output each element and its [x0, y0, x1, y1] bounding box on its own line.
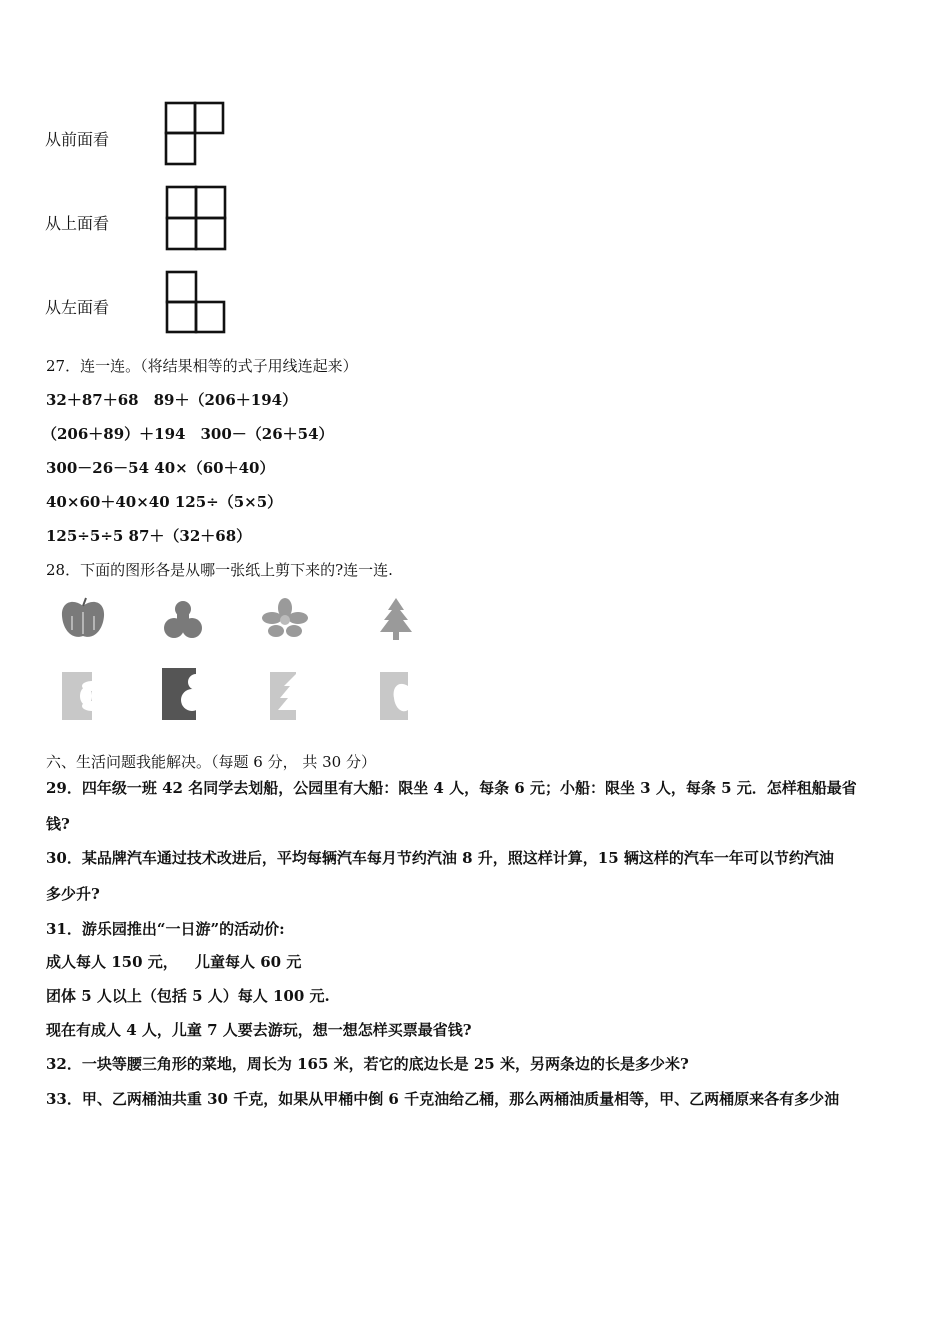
view-label-front: 从前面看 [45, 130, 110, 149]
top-cell-2 [196, 187, 225, 218]
q32-text: 32．一块等腰三角形的菜地，周长为 165 米，若它的底边长是 25 米，另两条边的长是多少米? [46, 1055, 689, 1073]
q27-row-4: 40×60＋40×40 125÷（5×5） [46, 493, 283, 511]
front-view-figure [162, 100, 226, 168]
top-cell-1 [167, 187, 196, 218]
paper-gourd-cut-icon [162, 668, 198, 722]
left-cell-bottom-left [167, 302, 196, 332]
q29-line2: 钱? [46, 815, 70, 833]
section6-title: 六、生活问题我能解决。（每题 6 分， 共 30 分） [46, 753, 376, 771]
view-label-left: 从左面看 [45, 298, 110, 317]
apple-shape-icon [58, 596, 108, 642]
front-cell-bottom-left [166, 133, 195, 164]
top-view-figure [164, 184, 228, 252]
q30-line2: 多少升? [46, 885, 100, 903]
q27-row-5: 125÷5÷5 87＋（32＋68） [46, 527, 252, 545]
q27-title: 27．连一连。（将结果相等的式子用线连起来） [46, 357, 358, 375]
top-cell-4 [196, 218, 225, 249]
paper-flower-cut-icon [62, 672, 96, 722]
flower-shape-icon [262, 598, 308, 640]
gourd-shape-icon [160, 596, 206, 642]
q33-text: 33．甲、乙两桶油共重 30 千克，如果从甲桶中倒 6 千克油给乙桶，那么两桶油质量相等，甲、乙两桶原来各有多少油 [46, 1090, 840, 1108]
q28-title: 28．下面的图形各是从哪一张纸上剪下来的?连一连. [46, 561, 393, 579]
q27-row-1: 32＋87＋68 89＋（206＋194） [46, 391, 298, 409]
q30-line1: 30．某品牌汽车通过技术改进后，平均每辆汽车每月节约汽油 8 升，照这样计算，15 辆这样的汽车一年可以节约汽油 [46, 849, 834, 867]
left-cell-bottom-right [196, 302, 224, 332]
q29-line1: 29．四年级一班 42 名同学去划船，公园里有大船：限坐 4 人，每条 6 元；小船：限坐 3 人，每条 5 元．怎样租船最省 [46, 779, 857, 797]
paper-tree-cut-icon [270, 672, 300, 722]
q31-question: 现在有成人 4 人，儿童 7 人要去游玩，想一想怎样买票最省钱? [46, 1021, 472, 1039]
q31-price-child: 儿童每人 60 元 [195, 953, 302, 971]
view-label-top: 从上面看 [45, 214, 110, 233]
q31-price-adult: 成人每人 150 元， [46, 953, 178, 971]
q27-row-3: 300－26－54 40×（60＋40） [46, 459, 275, 477]
left-view-figure [163, 268, 227, 336]
tree-shape-icon [376, 596, 416, 642]
q31-price-group: 团体 5 人以上（包括 5 人）每人 100 元. [46, 987, 330, 1005]
front-cell-top-left [166, 103, 195, 133]
q31-title: 31．游乐园推出“一日游”的活动价: [46, 920, 285, 938]
q27-row-2: （206＋89）＋194 300－（26＋54） [42, 425, 334, 443]
top-cell-3 [167, 218, 196, 249]
front-cell-top-right [195, 103, 223, 133]
left-cell-top [167, 272, 196, 302]
paper-apple-cut-icon [380, 672, 412, 722]
